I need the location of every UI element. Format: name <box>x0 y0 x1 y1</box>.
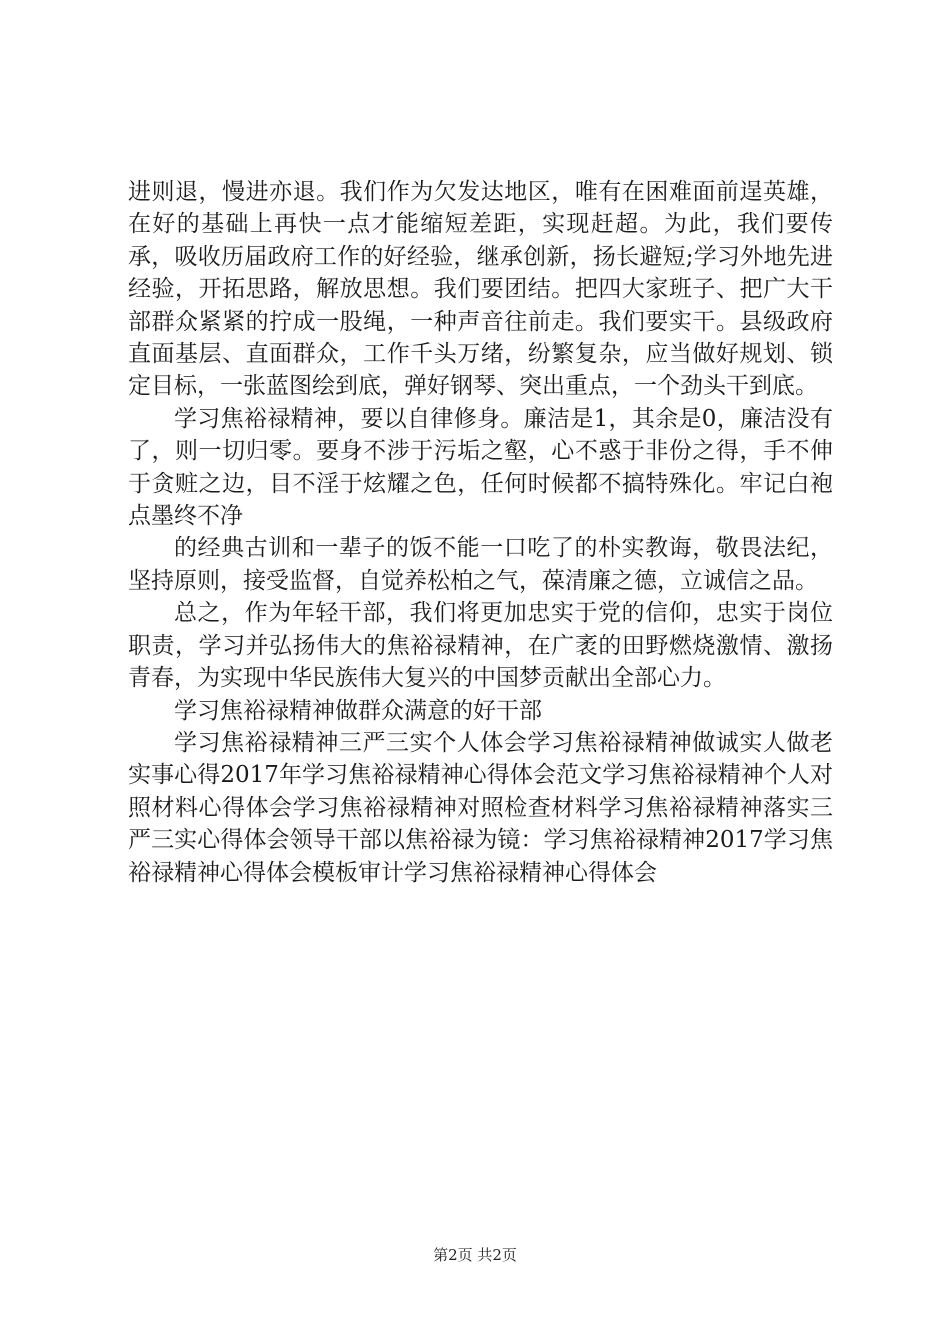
document-body <box>128 176 833 889</box>
paragraph-self-discipline: 学习焦裕禄精神，要以自律修身。廉洁是1，其余是0，廉洁没有了，则一切归零。要身不涉于污垢之壑，心不惑于非份之得，手不伸于贪赃之边，目不淫于炫耀之色，任何时候都不搞特殊化。牢记白袍点墨终不净 <box>128 405 833 530</box>
paragraph-heading: 学习焦裕禄精神做群众满意的好干部 <box>174 697 542 724</box>
paragraph-continuation: 进则退，慢进亦退。我们作为欠发达地区，唯有在困难面前逞英雄，在好的基础上再快一点才能缩短差距，实现赶超。为此，我们要传承，吸收历届政府工作的好经验，继承创新，扬长避短;学习外地先进经验，开拓思路，解放思想。我们要团结。把四大家班子、把广大干部群众紧紧的拧成一股绳，一种声音往前走。我们要实干。县级政府直面基层、直面群众，工作千头万绪，纷繁复杂，应当做好规划、锁定目标，一张蓝图绘到底，弹好钢琴、突出重点，一个劲头干到底。 <box>128 179 833 400</box>
paragraph-conclusion: 总之，作为年轻干部，我们将更加忠实于党的信仰，忠实于岗位职责，学习并弘扬伟大的焦裕禄精神，在广袤的田野燃烧激情、激扬青春，为实现中华民族伟大复兴的中国梦贡献出全部心力。 <box>128 600 833 692</box>
paragraph-reverence: 的经典古训和一辈子的饭不能一口吃了的朴实教诲，敬畏法纪，坚持原则，接受监督，自觉养松柏之气，葆清廉之德，立诚信之品。 <box>128 535 833 594</box>
page-number-footer: 第2页 共2页 <box>433 1246 517 1264</box>
paragraph-related-titles: 学习焦裕禄精神三严三实个人体会学习焦裕禄精神做诚实人做老实事心得2017年学习焦裕禄精神心得体会范文学习焦裕禄精神个人对照材料心得体会学习焦裕禄精神对照检查材料学习焦裕禄精神落实三严三实心得体会领导干部以焦裕禄为镜：学习焦裕禄精神2017学习焦裕禄精神心得体会模板审计学习焦裕禄精神心得体会 <box>128 729 833 886</box>
